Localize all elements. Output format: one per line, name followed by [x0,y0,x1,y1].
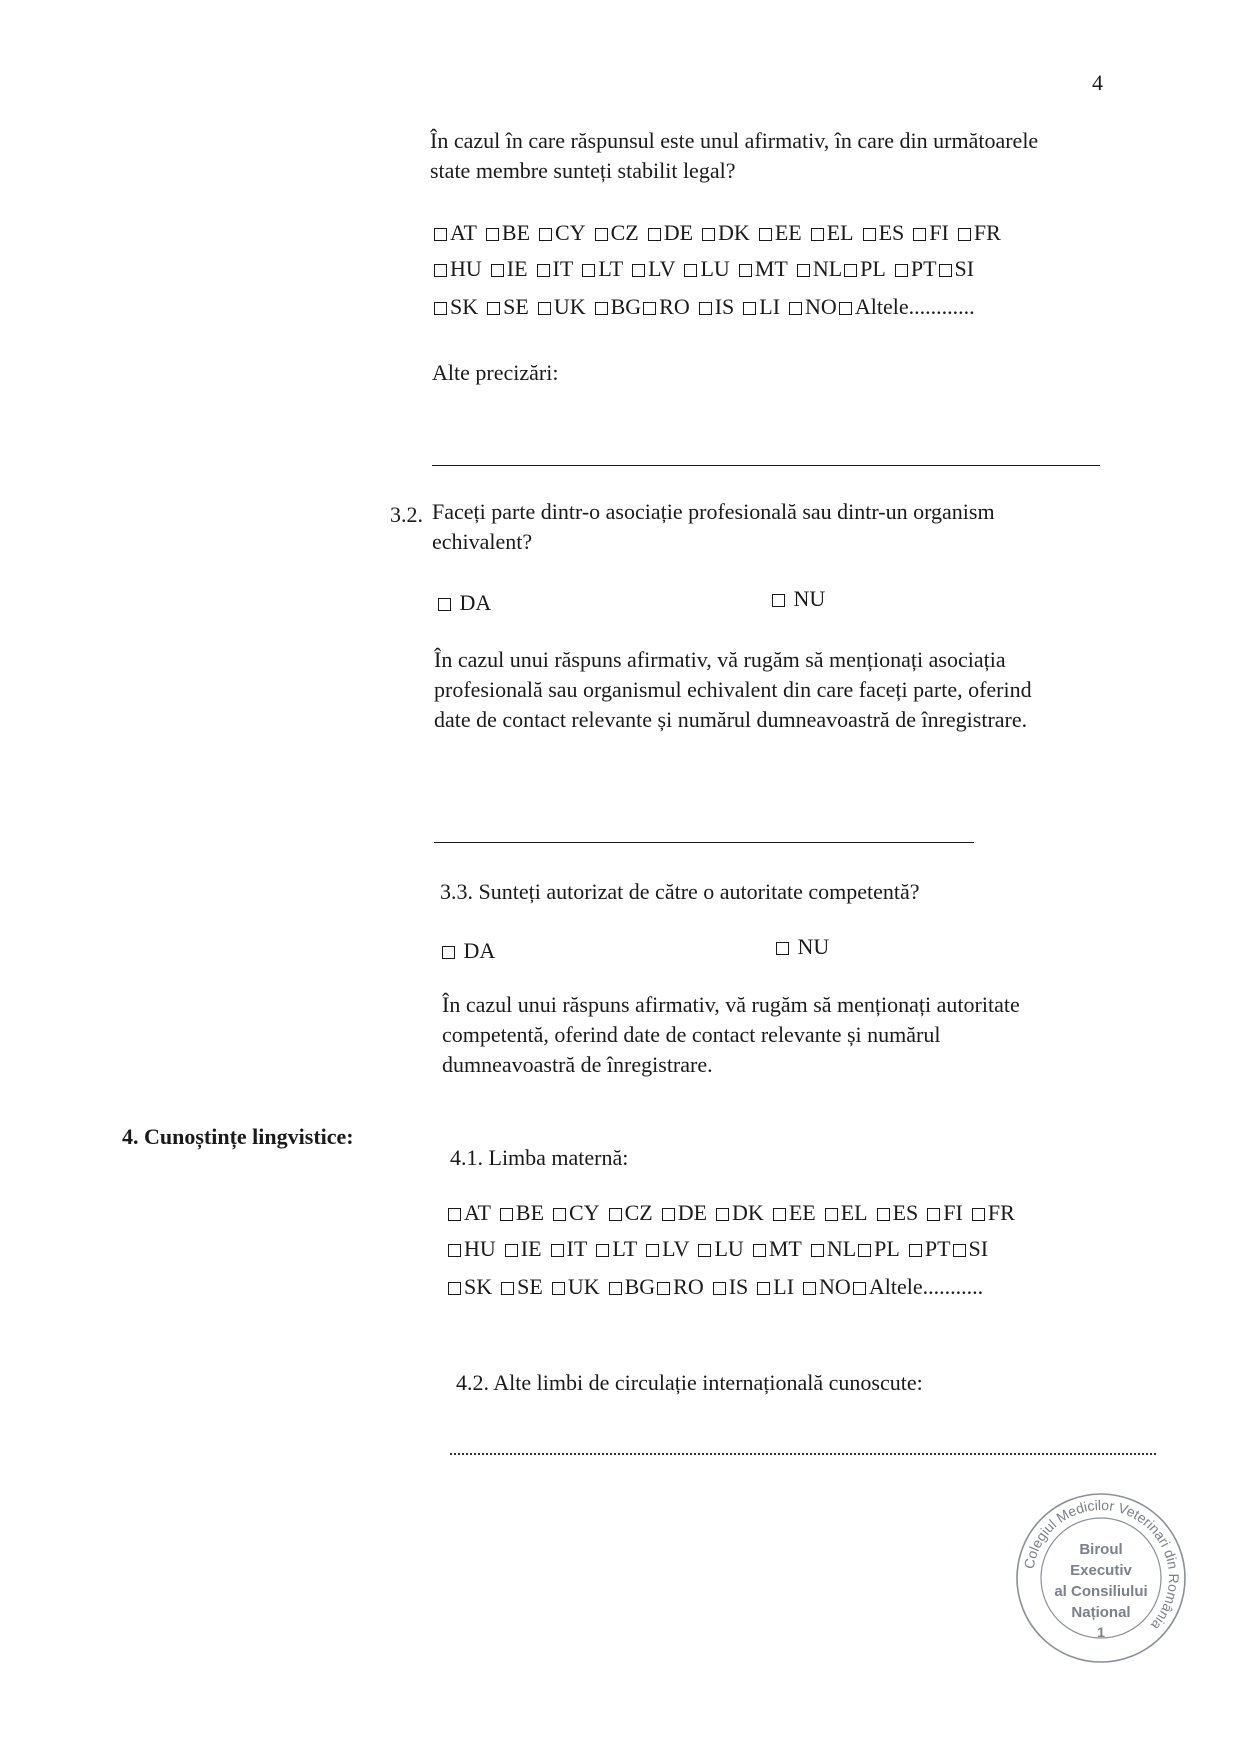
checkbox-icon[interactable] [753,1244,766,1257]
instruction-line: competentă, oferind date de contact relevante și numărul [442,1022,941,1047]
checkbox-icon[interactable] [662,1208,675,1221]
checkbox-icon[interactable] [939,264,952,277]
checkbox-icon[interactable] [501,1282,514,1295]
country-code: AT [450,220,477,245]
country-option[interactable] [486,218,530,248]
country-code: LT [598,256,624,281]
other-languages-dotted-line[interactable] [450,1453,1156,1455]
country-code: LV [648,256,676,281]
checkbox-icon[interactable] [716,1208,729,1221]
checkbox-icon[interactable] [757,1282,770,1295]
association-answer-line[interactable] [434,842,974,843]
country-option[interactable] [972,1198,1015,1228]
question-line: echivalent? [432,529,533,554]
country-option[interactable] [858,1234,900,1264]
checkbox-icon[interactable] [698,1244,711,1257]
country-code: LU [714,1236,744,1261]
country-row-1 [434,218,1010,248]
country-option[interactable] [553,1198,600,1228]
mother-tongue-row-2 [448,1234,997,1264]
checkbox-icon[interactable] [596,1244,609,1257]
checkbox-icon[interactable] [844,264,857,277]
checkbox-icon[interactable] [739,264,752,277]
checkbox-icon[interactable] [500,1208,513,1221]
other-details-line[interactable] [432,465,1100,466]
country-code: Altele............ [854,294,975,319]
country-option[interactable] [539,218,586,248]
instruction-line: profesională sau organismul echivalent din care faceți parte, oferind [434,677,1032,702]
stamp-ring-text: Colegiul Medicilor Veterinari din România [1020,1496,1183,1634]
instruction-line: date de contact relevante și numărul dumneavoastră de înregistrare. [434,707,1028,732]
checkbox-icon[interactable] [552,1282,565,1295]
country-option[interactable] [939,254,975,284]
country-code: SI [968,1236,989,1261]
country-code: SI [954,256,975,281]
country-code: EE [774,220,802,245]
country-code: LI [759,294,781,319]
country-code: EE [788,1200,816,1225]
country-code: PL [860,256,886,281]
country-option[interactable] [759,218,802,248]
checkbox-icon[interactable] [632,264,645,277]
stamp-line: Biroul [1079,1541,1123,1558]
country-option[interactable] [853,1272,983,1302]
checkbox-icon[interactable] [646,1244,659,1257]
section-4-heading: 4. Cunoștințe lingvistice: [122,1124,354,1149]
country-option[interactable] [434,292,478,322]
country-code: SE [503,294,529,319]
checkbox-icon[interactable] [702,228,715,241]
country-option[interactable] [537,254,574,284]
country-code: RO [673,1274,704,1299]
country-code: IT [566,1236,588,1261]
country-option[interactable] [538,292,586,322]
checkbox-icon[interactable] [825,1208,838,1221]
checkbox-icon[interactable] [648,228,661,241]
country-code: CZ [610,220,639,245]
country-code: LI [773,1274,795,1299]
checkbox-icon[interactable] [491,264,504,277]
q4-2-label: 4.2. Alte limbi de circulație internațională cunoscute: [456,1370,923,1395]
checkbox-icon[interactable] [772,594,785,607]
instruction-line: În cazul unui răspuns afirmativ, vă rugăm să menționați autoritate [442,992,1020,1017]
question-line: Faceți parte dintr-o asociație profesională sau dintr-un organism [432,499,995,524]
checkbox-icon[interactable] [609,1208,622,1221]
checkbox-icon[interactable] [657,1282,670,1295]
country-option[interactable] [716,1198,764,1228]
country-code: IS [728,1274,749,1299]
q3-2-no-option[interactable] [772,584,825,614]
country-option[interactable] [953,1234,989,1264]
checkbox-icon[interactable] [773,1208,786,1221]
country-code: RO [659,294,690,319]
country-option[interactable] [646,1234,689,1264]
country-code: ES [878,220,905,245]
country-code: Altele........... [868,1274,984,1299]
country-option[interactable] [713,1272,749,1302]
country-option[interactable] [811,1234,856,1264]
checkbox-icon[interactable] [553,1208,566,1221]
country-option[interactable] [739,254,788,284]
country-option[interactable] [743,292,780,322]
country-code: SK [464,1274,493,1299]
checkbox-icon[interactable] [487,302,500,315]
country-row-3 [434,292,984,322]
country-code: FR [987,1200,1015,1225]
q3-2-yes-option[interactable] [438,588,491,618]
country-option[interactable] [491,254,528,284]
country-row-2 [434,254,983,284]
stamp-seal [1013,1490,1189,1666]
country-option[interactable] [699,292,735,322]
checkbox-icon[interactable] [839,302,852,315]
checkbox-icon[interactable] [442,946,455,959]
checkbox-icon[interactable] [858,1244,871,1257]
q4-1-label: 4.1. Limba maternă: [450,1145,629,1170]
country-code: SK [450,294,479,319]
country-code: IE [506,256,528,281]
other-details-label: Alte precizări: [432,360,559,385]
country-code: NO [805,294,837,319]
checkbox-icon[interactable] [803,1282,816,1295]
checkbox-icon[interactable] [434,228,447,241]
country-option[interactable] [551,1234,588,1264]
country-code: UK [567,1274,600,1299]
country-option[interactable] [434,254,482,284]
country-option[interactable] [811,218,854,248]
country-code: MT [768,1236,802,1261]
checkbox-icon[interactable] [713,1282,726,1295]
checkbox-icon[interactable] [877,1208,890,1221]
country-code: CY [569,1200,600,1225]
q3-3-no-option[interactable] [776,932,829,962]
stamp-line: Executiv [1070,1562,1132,1579]
country-code: DK [732,1200,764,1225]
country-code: HU [450,256,482,281]
country-code: HU [464,1236,496,1261]
country-code: BG [610,294,642,319]
checkbox-icon[interactable] [759,228,772,241]
country-option[interactable] [582,254,623,284]
country-option[interactable] [877,1198,919,1228]
page-number: 4 [1092,70,1103,95]
checkbox-icon[interactable] [958,228,971,241]
country-option[interactable] [609,1198,653,1228]
instruction-line: dumneavoastră de înregistrare. [442,1052,713,1077]
q3-2-number: 3.2. [390,502,423,527]
country-code: EL [826,220,854,245]
country-option[interactable] [662,1198,707,1228]
checkbox-icon[interactable] [909,1244,922,1257]
country-code: NO [819,1274,851,1299]
country-option[interactable] [803,1272,851,1302]
country-option[interactable] [698,1234,743,1264]
checkbox-icon[interactable] [438,598,451,611]
country-code: DE [663,220,694,245]
country-code: ES [892,1200,919,1225]
stamp-line: 1 [1097,1624,1105,1640]
no-label: NU [797,934,830,959]
country-code: CZ [624,1200,653,1225]
country-option[interactable] [448,1198,491,1228]
checkbox-icon[interactable] [448,1208,461,1221]
checkbox-icon[interactable] [811,228,824,241]
country-code: FR [973,220,1001,245]
checkbox-icon[interactable] [582,264,595,277]
country-option[interactable] [753,1234,802,1264]
checkbox-icon[interactable] [486,228,499,241]
checkbox-icon[interactable] [595,228,608,241]
country-option[interactable] [595,292,642,322]
country-option[interactable] [927,1198,963,1228]
country-option[interactable] [825,1198,868,1228]
country-code: PT [924,1236,951,1261]
country-option[interactable] [789,292,837,322]
q3-3-yes-option[interactable] [442,936,495,966]
yes-label: DA [463,938,496,963]
country-option[interactable] [909,1234,951,1264]
question-line: În cazul în care răspunsul este unul afirmativ, în care din următoarele [430,128,1039,153]
country-option[interactable] [839,292,975,322]
country-option[interactable] [913,218,949,248]
checkbox-icon[interactable] [684,264,697,277]
instruction-line: În cazul unui răspuns afirmativ, vă rugăm să menționați asociația [434,647,1006,672]
checkbox-icon[interactable] [448,1244,461,1257]
country-code: PT [910,256,937,281]
mother-tongue-row-3 [448,1272,992,1302]
q3-3-question: 3.3. Sunteți autorizat de către o autoritate competentă? [440,879,920,904]
country-code: BG [624,1274,656,1299]
country-option[interactable] [595,218,639,248]
country-option[interactable] [552,1272,600,1302]
checkbox-icon[interactable] [537,264,550,277]
checkbox-icon[interactable] [776,942,789,955]
country-option[interactable] [609,1272,656,1302]
checkbox-icon[interactable] [539,228,552,241]
country-code: BE [515,1200,545,1225]
country-code: FI [929,220,949,245]
checkbox-icon[interactable] [972,1208,985,1221]
country-option[interactable] [505,1234,542,1264]
checkbox-icon[interactable] [895,264,908,277]
country-option[interactable] [958,218,1001,248]
country-option[interactable] [844,254,886,284]
country-code: UK [553,294,586,319]
country-code: EL [840,1200,868,1225]
country-option[interactable] [684,254,729,284]
country-code: LU [700,256,730,281]
country-option[interactable] [596,1234,637,1264]
mother-tongue-row-1 [448,1198,1024,1228]
country-option[interactable] [500,1198,544,1228]
country-code: NL [812,256,843,281]
country-option[interactable] [487,292,529,322]
country-option[interactable] [757,1272,794,1302]
country-code: IT [552,256,574,281]
checkbox-icon[interactable] [609,1282,622,1295]
country-option[interactable] [863,218,905,248]
checkbox-icon[interactable] [811,1244,824,1257]
country-option[interactable] [448,1272,492,1302]
question-line: state membre sunteți stabilit legal? [430,158,736,183]
question-established-state [430,126,1038,186]
country-option[interactable] [702,218,750,248]
country-option[interactable] [773,1198,816,1228]
stamp-line: al Consiliului [1054,1583,1148,1600]
q3-2-question [432,497,995,557]
country-option[interactable] [797,254,842,284]
checkbox-icon[interactable] [505,1244,518,1257]
country-code: DK [718,220,750,245]
country-code: IS [714,294,735,319]
checkbox-icon[interactable] [595,302,608,315]
checkbox-icon[interactable] [434,302,447,315]
stamp-line: Național [1071,1604,1131,1621]
checkbox-icon[interactable] [643,302,656,315]
checkbox-icon[interactable] [953,1244,966,1257]
country-code: PL [874,1236,900,1261]
no-label: NU [793,586,826,611]
checkbox-icon[interactable] [699,302,712,315]
country-option[interactable] [434,218,477,248]
country-option[interactable] [448,1234,496,1264]
checkbox-icon[interactable] [551,1244,564,1257]
country-option[interactable] [501,1272,543,1302]
country-code: CY [555,220,586,245]
checkbox-icon[interactable] [448,1282,461,1295]
country-option[interactable] [648,218,693,248]
country-option[interactable] [895,254,937,284]
yes-label: DA [459,590,492,615]
country-code: FI [943,1200,963,1225]
country-code: DE [677,1200,708,1225]
country-option[interactable] [657,1272,704,1302]
country-code: MT [754,256,788,281]
country-code: LT [612,1236,638,1261]
checkbox-icon[interactable] [927,1208,940,1221]
official-stamp [1013,1490,1189,1666]
checkbox-icon[interactable] [913,228,926,241]
checkbox-icon[interactable] [797,264,810,277]
checkbox-icon[interactable] [863,228,876,241]
country-code: LV [662,1236,690,1261]
checkbox-icon[interactable] [743,302,756,315]
checkbox-icon[interactable] [853,1282,866,1295]
country-code: SE [517,1274,543,1299]
checkbox-icon[interactable] [538,302,551,315]
q3-2-instruction [434,645,1032,735]
checkbox-icon[interactable] [434,264,447,277]
country-option[interactable] [632,254,675,284]
country-code: AT [464,1200,491,1225]
country-option[interactable] [643,292,690,322]
country-code: BE [501,220,531,245]
q3-3-instruction [442,990,1020,1080]
country-code: NL [826,1236,857,1261]
checkbox-icon[interactable] [789,302,802,315]
country-code: IE [520,1236,542,1261]
